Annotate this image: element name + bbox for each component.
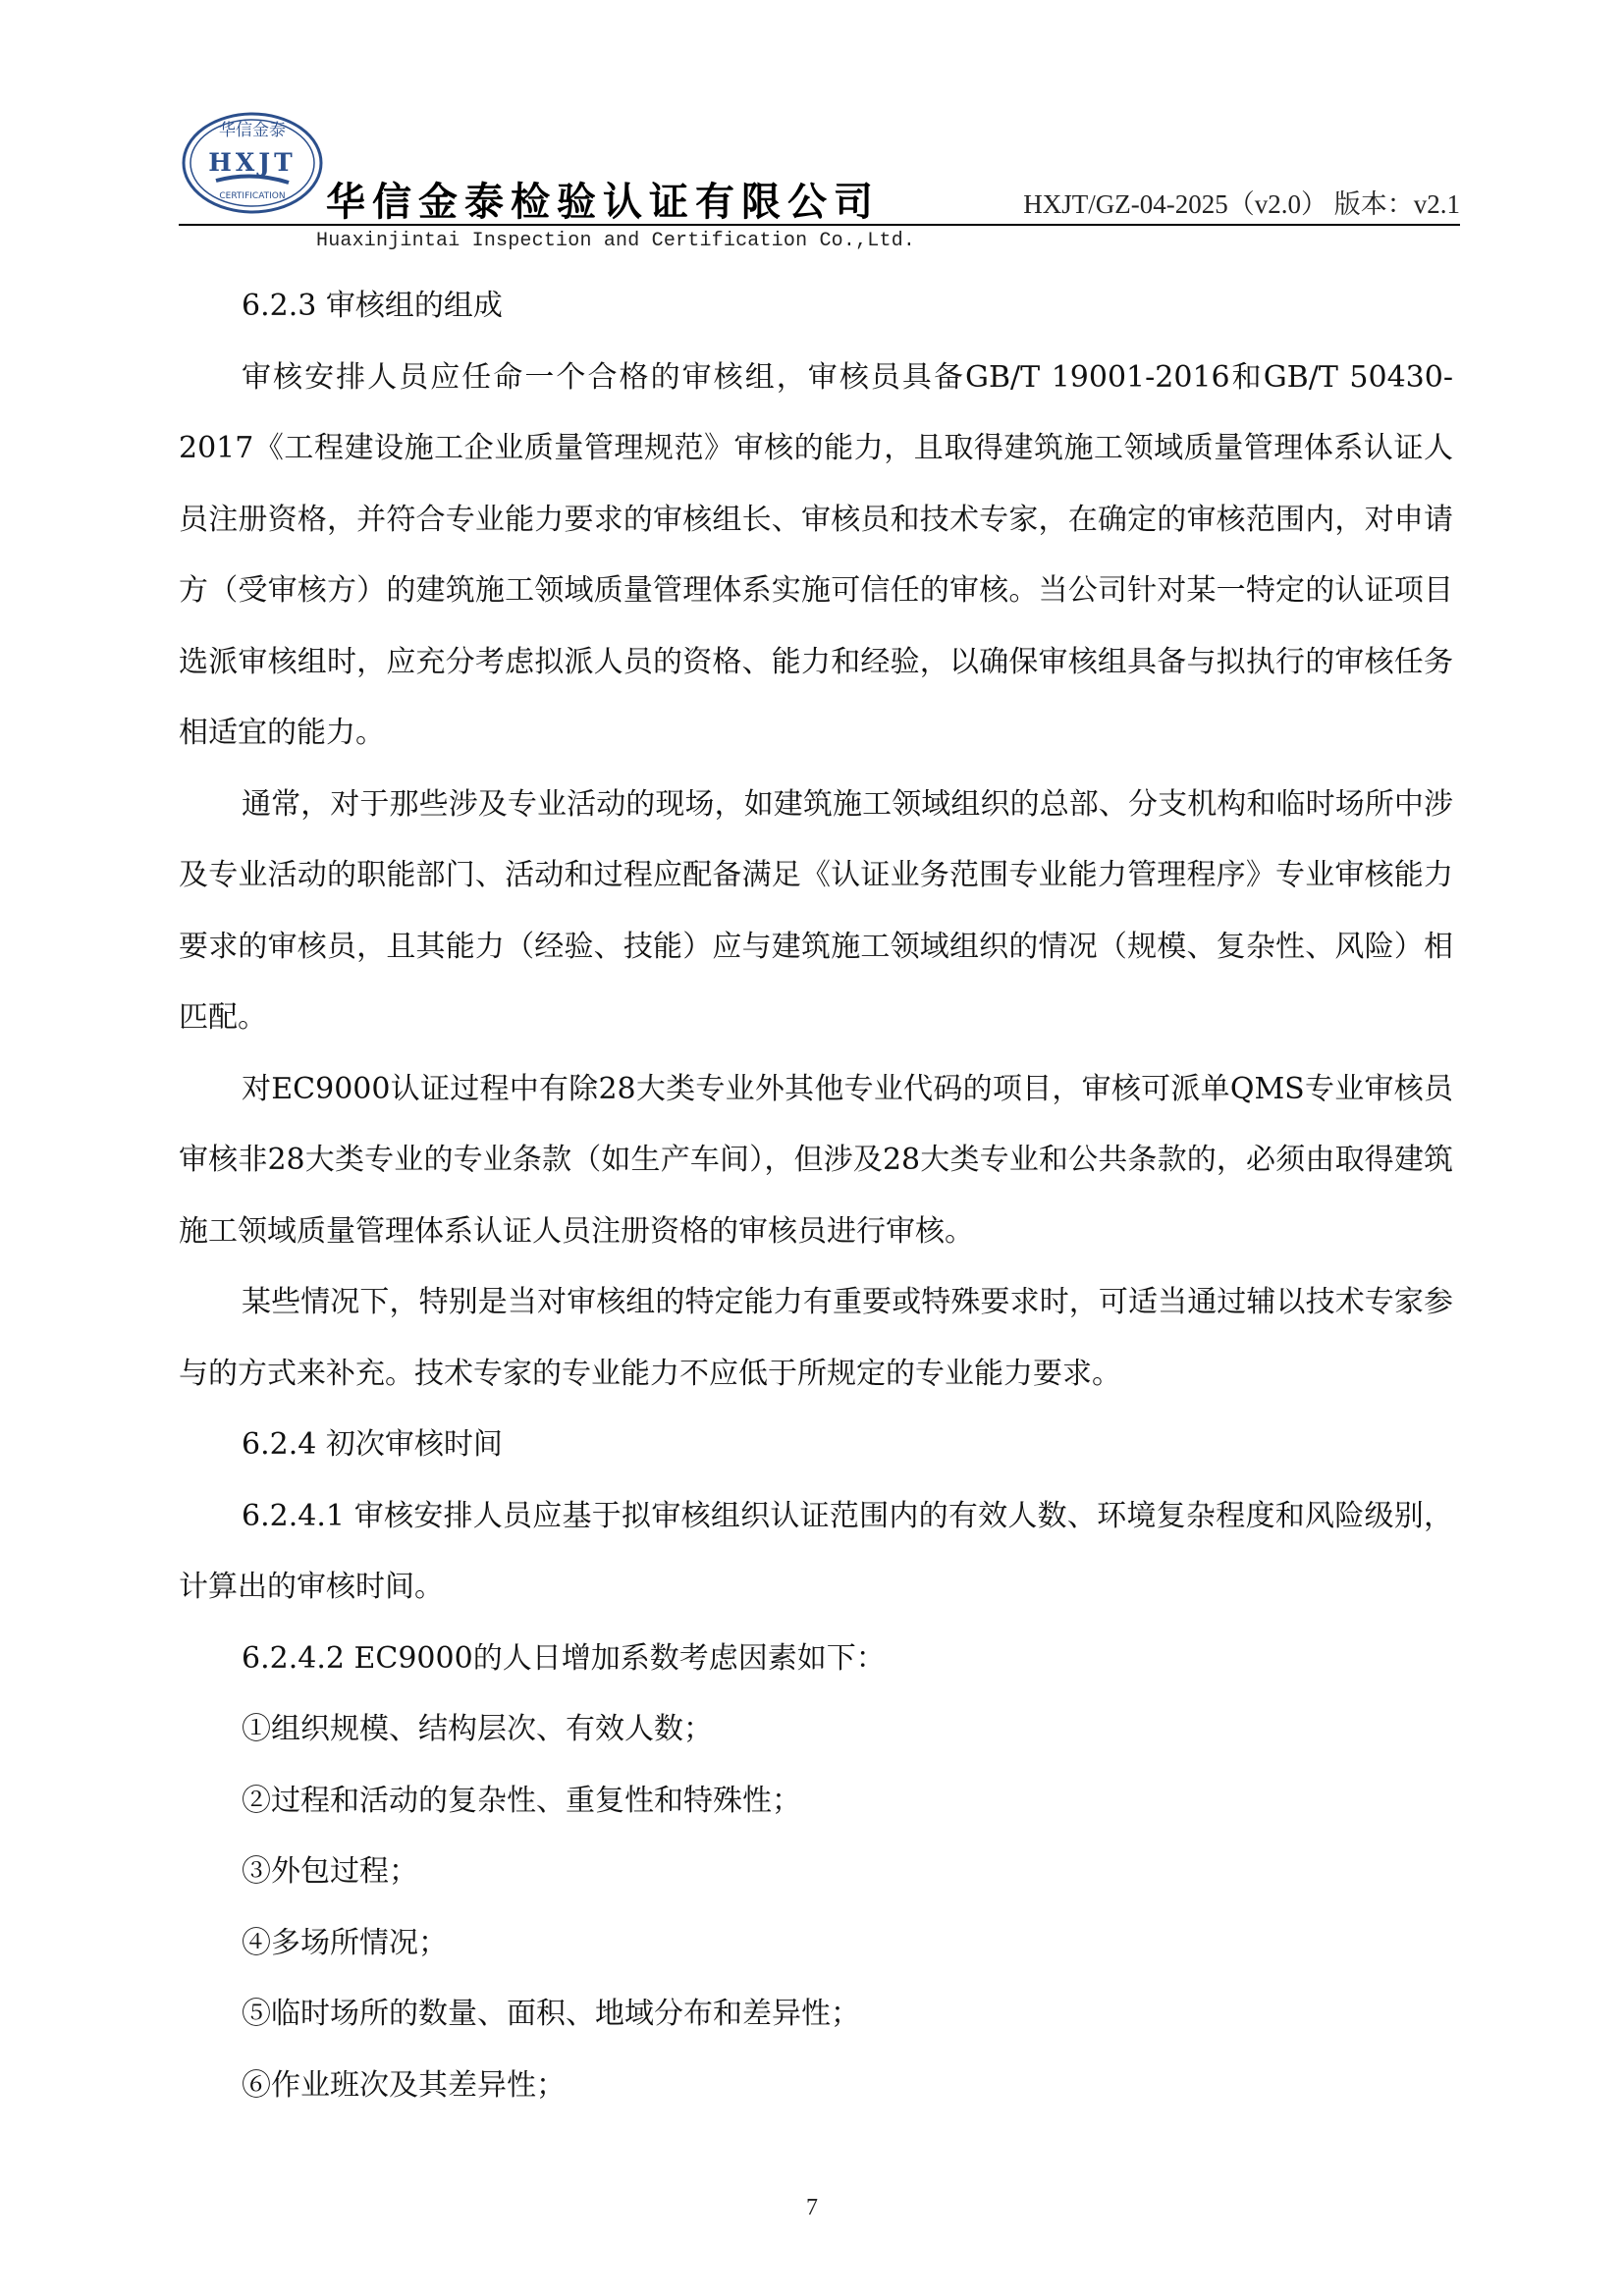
document-body: [179, 271, 1453, 2121]
page-header: [179, 98, 1460, 255]
header-divider: [179, 224, 1460, 226]
paragraph-professional-sites: 通常，对于那些涉及专业活动的现场，如建筑施工领域组织的总部、分支机构和临时场所中涉及专业活动的职能部门、活动和过程应配备满足《认证业务范围专业能力管理程序》专业审核能力要求的审核员，且其能力（经验、技能）应与建筑施工领域组织的情况（规模、复杂性、风险）相匹配。: [179, 786, 1453, 1035]
paragraph-audit-team: 审核安排人员应任命一个合格的审核组，审核员具备GB/T 19001-2016和GB/T 50430-2017《工程建设施工企业质量管理规范》审核的能力，且取得建筑施工领域质量管理体系认证人员注册资格，并符合专业能力要求的审核组长、审核员和技术专家，在确定的审核范围内，对申请方（受审核方）的建筑施工领域质量管理体系实施可信任的审核。当公司针对某一特定的认证项目选派审核组时，应充分考虑拟派人员的资格、能力和经验，以确保审核组具备与拟执行的审核任务相适宜的能力。: [179, 359, 1453, 750]
paragraph-6-2-4-1: 6.2.4.1 审核安排人员应基于拟审核组织认证范围内的有效人数、环境复杂程度和风险级别，计算出的审核时间。: [179, 1498, 1453, 1604]
page-number: 7: [806, 2195, 818, 2220]
logo-text-bottom: CERTIFICATION: [219, 191, 286, 201]
logo-text-top: 华信金泰: [219, 121, 286, 140]
list-item: ③外包过程；: [242, 1854, 418, 1889]
document-code: HXJT/GZ-04-2025（v2.0） 版本：v2.1: [1023, 189, 1460, 219]
company-name-en: Huaxinjintai Inspection and Certification Co.,Ltd.: [316, 230, 916, 252]
section-heading-6-2-3: 6.2.3 审核组的组成: [242, 289, 503, 323]
section-heading-6-2-4: 6.2.4 初次审核时间: [242, 1427, 503, 1462]
paragraph-ec9000-codes: 对EC9000认证过程中有除28大类专业外其他专业代码的项目，审核可派单QMS专业审核员审核非28大类专业的专业条款（如生产车间），但涉及28大类专业和公共条款的，必须由取得建筑施工领域质量管理体系认证人员注册资格的审核员进行审核。: [179, 1071, 1453, 1249]
company-name-cn: 华信金泰检验认证有限公司: [326, 179, 880, 225]
paragraph-technical-experts: 某些情况下，特别是当对审核组的特定能力有重要或特殊要求时，可适当通过辅以技术专家参与的方式来补充。技术专家的专业能力不应低于所规定的专业能力要求。: [179, 1285, 1453, 1391]
list-item: ⑥作业班次及其差异性；: [242, 2067, 566, 2103]
list-item: ①组织规模、结构层次、有效人数；: [242, 1712, 713, 1746]
list-item: ②过程和活动的复杂性、重复性和特殊性；: [242, 1783, 801, 1818]
company-logo-icon: [179, 108, 326, 216]
paragraph-6-2-4-2: 6.2.4.2 EC9000的人日增加系数考虑因素如下：: [242, 1640, 886, 1676]
list-item: ④多场所情况；: [242, 1925, 448, 1960]
logo-text-mid: HXJT: [208, 148, 297, 177]
list-item: ⑤临时场所的数量、面积、地域分布和差异性；: [242, 1997, 860, 2031]
